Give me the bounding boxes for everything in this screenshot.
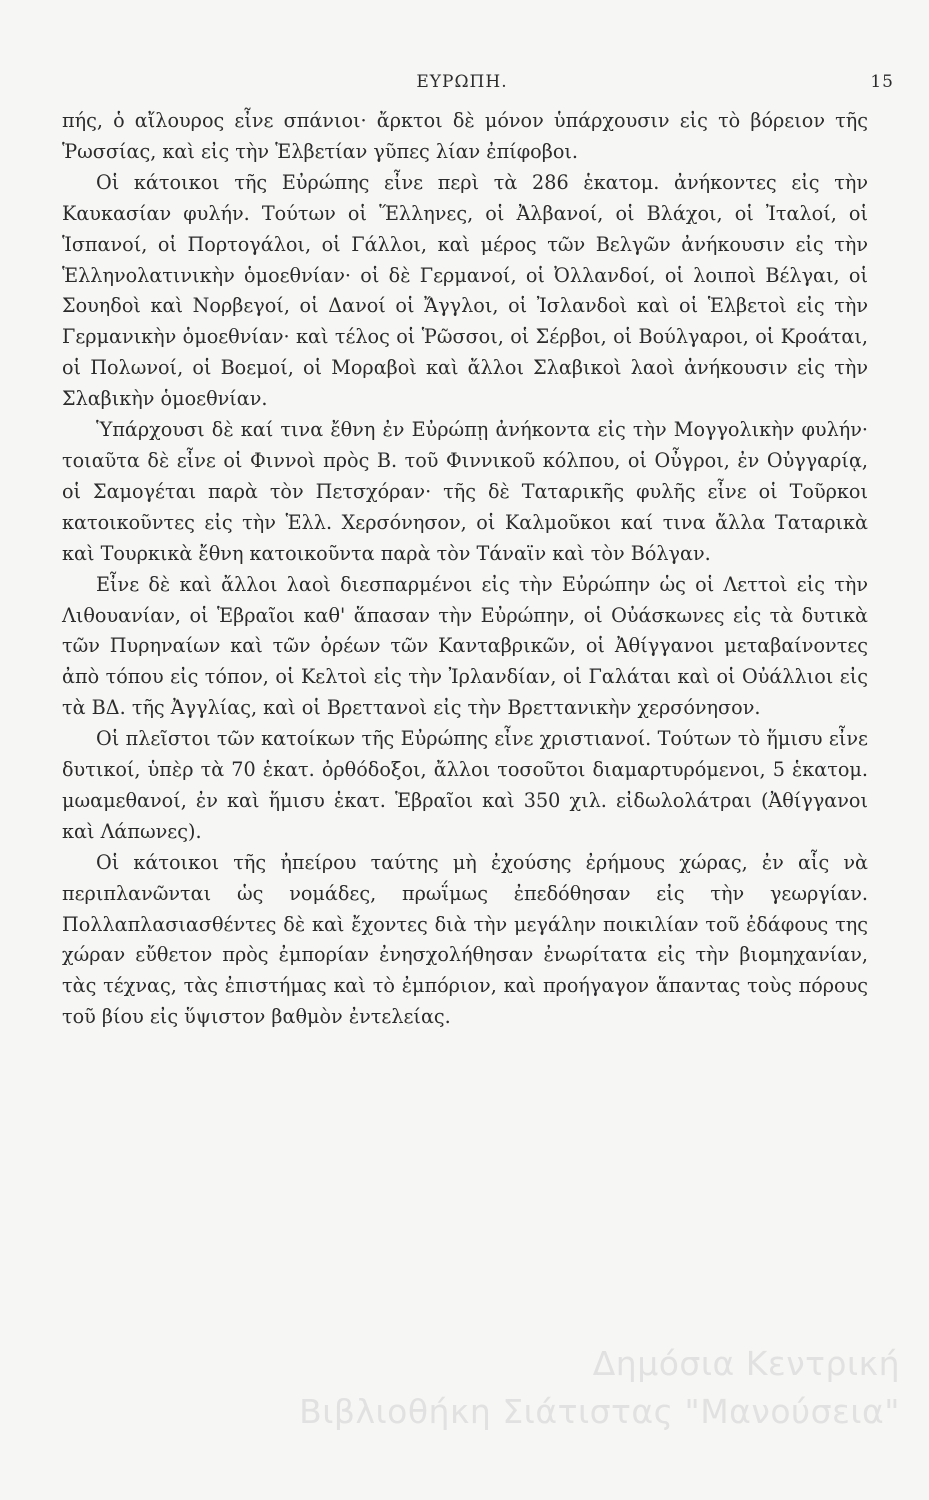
page-number: 15 bbox=[870, 72, 894, 92]
running-title: ΕΥΡΩΠΗ. bbox=[416, 72, 508, 92]
watermark-line-1: Δημόσια Κεντρική bbox=[592, 1344, 900, 1383]
paragraph-mongol-peoples: Ὑπάρχουσι δὲ καί τινα ἔθνη ἐν Εὐρώπῃ ἀνήκοντα εἰς τὴν Μογγολικὴν φυλήν· τοιαῦτα δὲ εἶνε οἱ Φιννοὶ πρὸς Β. τοῦ Φιννικοῦ κόλπου, οἱ Οὖγροι, ἐν Οὐγγαρίᾳ, οἱ Σαμογέται παρὰ τὸν Πετσχόραν· τῆς δὲ Ταταρικῆς φυλῆς εἶνε οἱ Τοῦρκοι κατοικοῦντες εἰς τὴν Ἑλλ. Χερσόνησον, οἱ Καλμοῦκοι καί τινα ἄλλα Ταταρικὰ καὶ Τουρκικὰ ἔθνη κατοικοῦντα παρὰ τὸν Τάναϊν καὶ τὸν Βόλγαν. bbox=[62, 418, 868, 565]
paragraph-occupations: Οἱ κάτοικοι τῆς ἠπείρου ταύτης μὴ ἐχούσης ἐρήμους χώρας, ἐν αἷς νὰ περιπλανῶνται ὡς νομάδες, πρωΐμως ἐπεδόθησαν εἰς τὴν γεωργίαν. Πολλαπλασιασθέντες δὲ καὶ ἔχοντες διὰ τὴν μεγάλην ποικιλίαν τοῦ ἐδάφους της χώραν εὔθετον πρὸς ἐμπορίαν ἐνησχολήθησαν ἐνωρίτατα εἰς τὴν βιομηχανίαν, τὰς τέχνας, τὰς ἐπιστήμας καὶ τὸ ἐμπόριον, καὶ προήγαγον ἅπαντας τοὺς πόρους τοῦ βίου εἰς ὕψιστον βαθμὸν ἐντελείας. bbox=[62, 850, 868, 1029]
paragraph-population: Οἱ κάτοικοι τῆς Εὐρώπης εἶνε περὶ τὰ 286 ἑκατομ. ἀνήκοντες εἰς τὴν Καυκασίαν φυλήν. Τούτων οἱ Ἕλληνες, οἱ Ἀλβανοί, οἱ Βλάχοι, οἱ Ἰταλοί, οἱ Ἱσπανοί, οἱ Πορτογάλοι, οἱ Γάλλοι, καὶ μέρος τῶν Βελγῶν ἀνήκουσιν εἰς τὴν Ἑλληνολατινικὴν ὁμοεθνίαν· οἱ δὲ Γερμανοί, οἱ Ὀλλανδοί, οἱ λοιποὶ Βέλγαι, οἱ Σουηδοὶ καὶ Νορβεγοί, οἱ Δανοί οἱ Ἄγγλοι, οἱ Ἰσλανδοὶ καὶ οἱ Ἑλβετοὶ εἰς τὴν Γερμανικὴν ὁμοεθνίαν· καὶ τέλος οἱ Ῥῶσσοι, οἱ Σέρβοι, οἱ Βούλγαροι, οἱ Κροάται, οἱ Πολωνοί, οἱ Βοεμοί, οἱ Μοραβοὶ καὶ ἄλλοι Σλαβικοὶ λαοὶ ἀνήκουσιν εἰς τὴν Σλαβικὴν ὁμοεθνίαν. bbox=[62, 170, 868, 411]
page-body bbox=[62, 106, 868, 1033]
paragraph-scattered-peoples: Εἶνε δὲ καὶ ἄλλοι λαοὶ διεσπαρμένοι εἰς τὴν Εὐρώπην ὡς οἱ Λεττοὶ εἰς τὴν Λιθουανίαν, οἱ Ἑβραῖοι καθ' ἅπασαν τὴν Εὐρώπην, οἱ Οὐάσκωνες εἰς τὰ δυτικὰ τῶν Πυρηναίων καὶ τῶν ὀρέων τῶν Κανταβρικῶν, οἱ Ἀθίγγανοι μεταβαίνοντες ἀπὸ τόπου εἰς τόπον, οἱ Κελτοὶ εἰς τὴν Ἰρλανδίαν, οἱ Γαλάται καὶ οἱ Οὐάλλιοι εἰς τὰ ΒΔ. τῆς Ἀγγλίας, καὶ οἱ Βρεττανοὶ εἰς τὴν Βρεττανικὴν χερσόνησον. bbox=[62, 572, 868, 720]
watermark-line-2: Βιβλιοθήκη Σιάτιστας "Μανούσεια" bbox=[299, 1392, 900, 1431]
library-watermark bbox=[200, 1340, 900, 1436]
paragraph-continuation: πής, ὁ αἴλουρος εἶνε σπάνιοι· ἄρκτοι δὲ μόνον ὑπάρχουσιν εἰς τὸ βόρειον τῆς Ῥωσσίας, καὶ εἰς τὴν Ἑλβετίαν γῦπες λίαν ἐπίφοβοι. bbox=[62, 109, 868, 163]
paragraph-religion: Οἱ πλεῖστοι τῶν κατοίκων τῆς Εὐρώπης εἶνε χριστιανοί. Τούτων τὸ ἥμισυ εἶνε δυτικοί, ὑπὲρ τὰ 70 ἑκατ. ὀρθόδοξοι, ἄλλοι τοσοῦτοι διαμαρτυρόμενοι, 5 ἑκατομ. μωαμεθανοί, ἐν καὶ ἥμισυ ἑκατ. Ἑβραῖοι καὶ 350 χιλ. εἰδωλολάτραι (Ἀθίγγανοι καὶ Λάπωνες). bbox=[62, 727, 868, 843]
page-header bbox=[62, 72, 894, 100]
